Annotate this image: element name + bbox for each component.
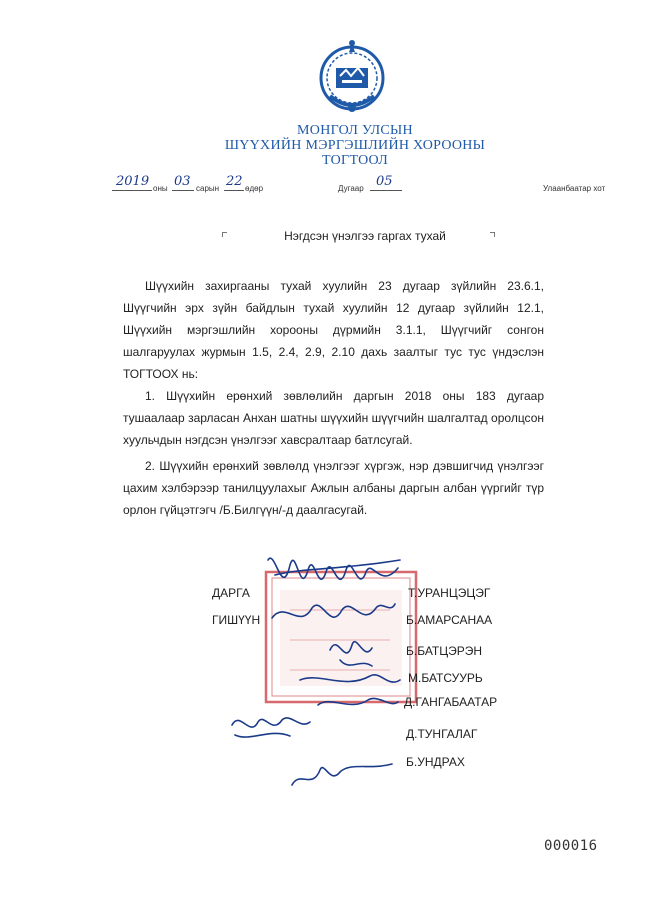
- chair-title: ДАРГА: [212, 586, 250, 600]
- date-month-suffix: сарын: [196, 184, 220, 193]
- date-month-value: 03: [174, 174, 191, 189]
- date-day-suffix: өдөр: [245, 184, 264, 193]
- date-year-suffix: оны: [153, 184, 168, 193]
- signer-name: Д.ТУНГАЛАГ: [406, 727, 478, 741]
- signer-name: Б.АМАРСАНАА: [406, 613, 493, 627]
- signer-name: Б.УНДРАХ: [406, 755, 465, 769]
- signer-name: М.БАТСУУРЬ: [408, 671, 483, 685]
- signer-name: Д.ГАНГАБААТАР: [404, 695, 498, 709]
- number-value: 05: [376, 174, 393, 189]
- document-subject: Нэгдсэн үнэлгээ гаргах тухай: [284, 229, 446, 243]
- member-title: ГИШҮҮН: [212, 613, 261, 627]
- city-label: Улаанбаатар хот: [543, 184, 606, 193]
- body-item-2: 2. Шүүхийн ерөнхий зөвлөлд үнэлгээг хүргэж, нэр дэвшигчид үнэлгээг цахим хэлбэрээр танилцуулахыг Ажлын албаны даргын албан үүргийг түр орлон гүйцэтгэгч /Б.Билгүүн/-д даалгасугай.: [123, 459, 544, 517]
- signer-name: Б.БАТЦЭРЭН: [406, 644, 483, 658]
- number-label: Дугаар: [338, 184, 364, 193]
- header-line-2: ШҮҮХИЙН МЭРГЭШЛИЙН ХОРООНЫ: [224, 138, 486, 153]
- date-year-value: 2019: [116, 174, 150, 189]
- header-line-3: ТОГТООЛ: [321, 153, 389, 168]
- date-day-value: 22: [226, 174, 243, 189]
- header-line-1: МОНГОЛ УЛСЫН: [297, 123, 413, 138]
- page-number: 000016: [544, 838, 598, 854]
- body-item-1: 1. Шүүхийн ерөнхий зөвлөлийн даргын 2018 оны 183 дугаар тушаалаар зарласан Анхан шатны шүүхийн шүүгчийн шалгалтад оролцсон хуульчдын нэгдсэн үнэлгээг хавсралтаар батлсугай.: [123, 389, 544, 447]
- body-intro: Шүүхийн захиргааны тухай хуулийн 23 дугаар зүйлийн 23.6.1, Шүүгчийн эрх зүйн байдлын тухай хуулийн 12 дугаар зүйлийн 12.1, Шүүхийн мэргэшлийн хорооны дүрмийн 3.1.1, Шүүгчийг сонгон шалгаруулах журмын 1.5, 2.4, 2.9, 2.10 дахь заалтыг тус тус үндэслэн ТОГТООХ нь:: [123, 279, 544, 381]
- signer-name: Т.УРАНЦЭЦЭГ: [408, 586, 491, 600]
